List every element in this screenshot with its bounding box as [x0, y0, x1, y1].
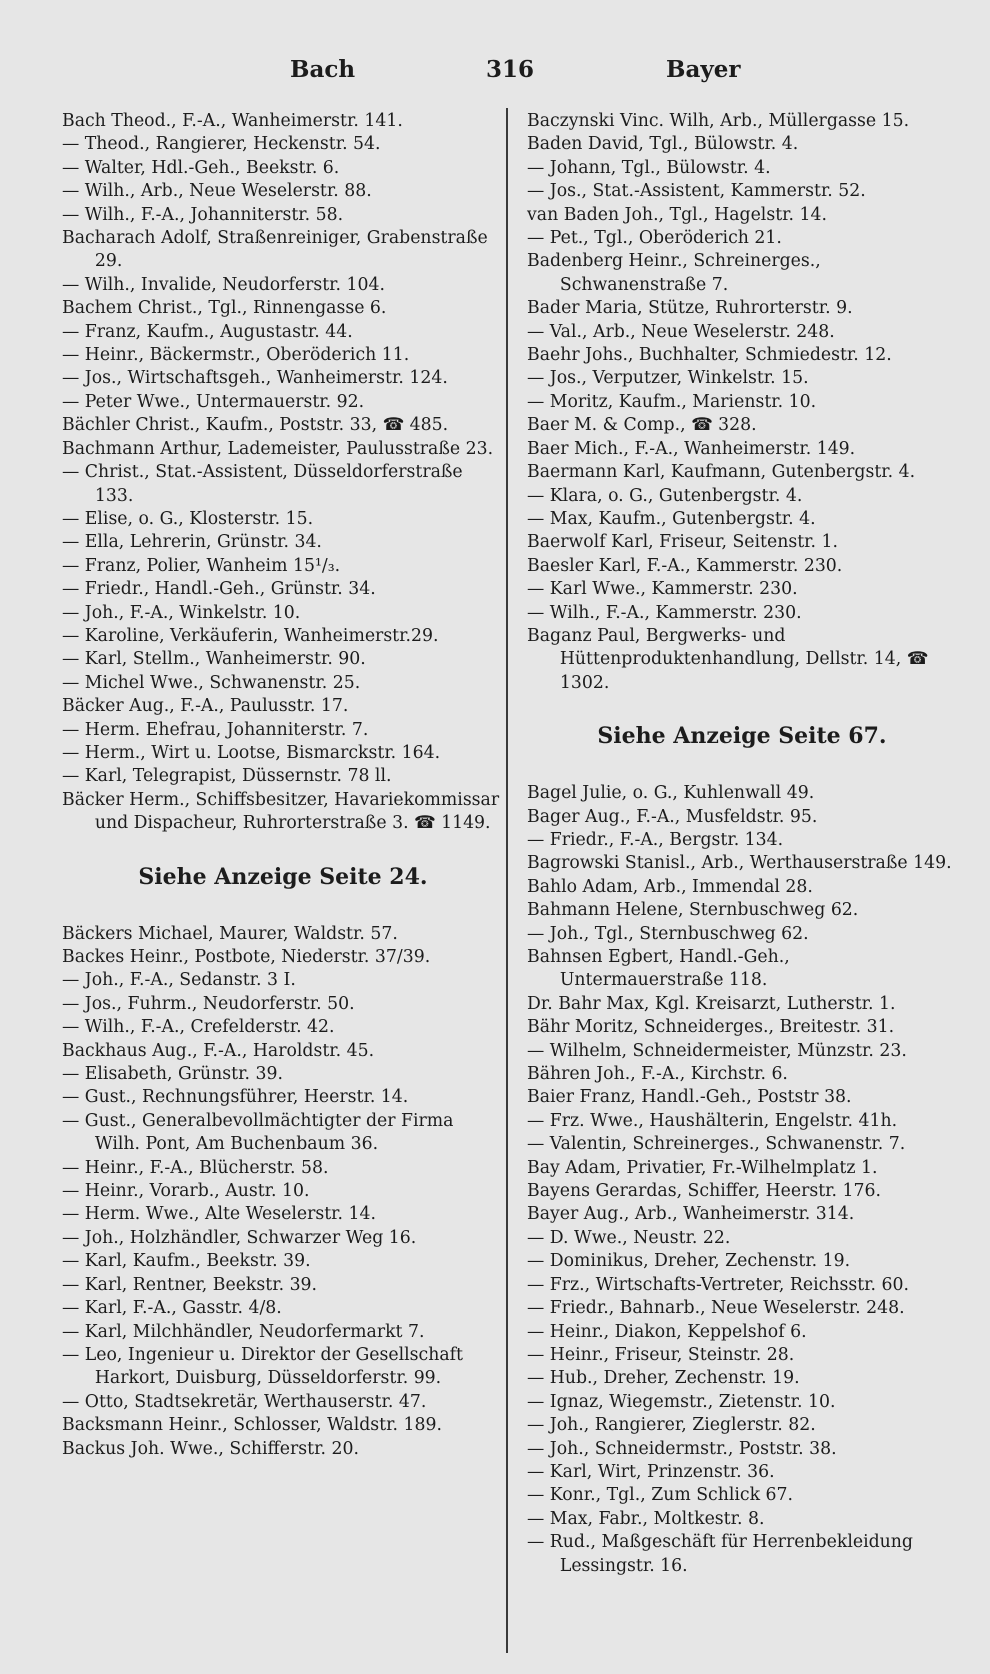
directory-entry: Backhaus Aug., F.-A., Haroldstr. 45. — [62, 1040, 375, 1061]
directory-entry: — Heinr., Diakon, Keppelshof 6. — [527, 1321, 807, 1342]
directory-entry: — Val., Arb., Neue Weselerstr. 248. — [527, 321, 835, 342]
directory-entry: — Heinr., Bäckermstr., Oberöderich 11. — [62, 345, 410, 366]
directory-entry: Bayens Gerardas, Schiffer, Heerstr. 176. — [527, 1181, 882, 1202]
directory-entry: — Walter, Hdl.-Geh., Beekstr. 6. — [62, 157, 340, 178]
header-right-keyword: Bayer — [666, 56, 741, 83]
directory-entry: — Klara, o. G., Gutenbergstr. 4. — [527, 485, 803, 506]
directory-entry: — Karl, Wirt, Prinzenstr. 36. — [527, 1461, 775, 1482]
directory-entry: — Christ., Stat.-Assistent, Düsseldorferstraße 133. — [62, 462, 463, 506]
directory-entry: — Karoline, Verkäuferin, Wanheimerstr.29. — [62, 625, 439, 646]
directory-entry: Bager Aug., F.-A., Musfeldstr. 95. — [527, 806, 818, 827]
directory-entry: — Franz, Polier, Wanheim 15¹/₃. — [62, 555, 341, 576]
directory-entry: Bacharach Adolf, Straßenreiniger, Grabenstraße 29. — [62, 228, 488, 272]
directory-entry: Bagrowski Stanisl., Arb., Werthauserstraße 149. — [527, 853, 952, 874]
right-column — [527, 110, 957, 1578]
directory-entry: Baehr Johs., Buchhalter, Schmiedestr. 12. — [527, 345, 892, 366]
directory-entry: Dr. Bahr Max, Kgl. Kreisarzt, Lutherstr. 1. — [527, 993, 896, 1014]
directory-entry: Bayer Aug., Arb., Wanheimerstr. 314. — [527, 1204, 855, 1225]
directory-entry: Bäcker Aug., F.-A., Paulusstr. 17. — [62, 696, 349, 717]
directory-entry: — Heinr., Vorarb., Austr. 10. — [62, 1181, 310, 1202]
directory-entry: Baden David, Tgl., Bülowstr. 4. — [527, 134, 799, 155]
directory-entry: — Elisabeth, Grünstr. 39. — [62, 1064, 283, 1085]
directory-entry: — Friedr., Bahnarb., Neue Weselerstr. 248. — [527, 1298, 905, 1319]
directory-entry: — Frz. Wwe., Haushälterin, Engelstr. 41h. — [527, 1110, 898, 1131]
directory-entry: — Joh., Tgl., Sternbuschweg 62. — [527, 923, 809, 944]
directory-entry: — Valentin, Schreinerges., Schwanenstr. 7. — [527, 1134, 906, 1155]
directory-entry: Bagel Julie, o. G., Kuhlenwall 49. — [527, 783, 815, 804]
directory-entry: — Jos., Wirtschaftsgeh., Wanheimerstr. 124. — [62, 368, 448, 389]
directory-entry: — Wilh., Arb., Neue Weselerstr. 88. — [62, 181, 372, 202]
page-header — [0, 56, 990, 96]
advert-reference: Siehe Anzeige Seite 24. — [138, 863, 428, 890]
directory-entry: — Joh., Rangierer, Zieglerstr. 82. — [527, 1415, 816, 1436]
directory-entry: — Jos., Verputzer, Winkelstr. 15. — [527, 368, 809, 389]
directory-entry: — Joh., Schneidermstr., Poststr. 38. — [527, 1438, 837, 1459]
directory-entry: — Hub., Dreher, Zechenstr. 19. — [527, 1368, 800, 1389]
directory-entry: — Gust., Rechnungsführer, Heerstr. 14. — [62, 1087, 409, 1108]
directory-entry: — Jos., Stat.-Assistent, Kammerstr. 52. — [527, 181, 866, 202]
directory-entry: Badenberg Heinr., Schreinerges., Schwanenstraße 7. — [527, 251, 821, 295]
directory-entry: — Wilh., F.-A., Crefelderstr. 42. — [62, 1017, 335, 1038]
directory-entry: — Moritz, Kaufm., Marienstr. 10. — [527, 391, 817, 412]
directory-entry: — Friedr., F.-A., Bergstr. 134. — [527, 829, 784, 850]
directory-entry: van Baden Joh., Tgl., Hagelstr. 14. — [527, 204, 827, 225]
directory-entry: — Herm. Wwe., Alte Weselerstr. 14. — [62, 1204, 376, 1225]
advert-reference: Siehe Anzeige Seite 67. — [597, 723, 887, 750]
directory-entry: — Heinr., Friseur, Steinstr. 28. — [527, 1344, 795, 1365]
directory-entry: — Joh., F.-A., Winkelstr. 10. — [62, 602, 301, 623]
directory-entry: Bahlo Adam, Arb., Immendal 28. — [527, 876, 813, 897]
directory-entry: — Herm., Wirt u. Lootse, Bismarckstr. 164. — [62, 742, 441, 763]
directory-entry: — Karl, Kaufm., Beekstr. 39. — [62, 1251, 311, 1272]
left-column — [62, 110, 504, 1461]
directory-entry: — Frz., Wirtschafts-Vertreter, Reichsstr. 60. — [527, 1274, 909, 1295]
directory-entry: Baer Mich., F.-A., Wanheimerstr. 149. — [527, 438, 856, 459]
directory-entry: — Johann, Tgl., Bülowstr. 4. — [527, 157, 771, 178]
directory-entry: — Wilh., F.-A., Johanniterstr. 58. — [62, 204, 344, 225]
directory-entry: — Herm. Ehefrau, Johanniterstr. 7. — [62, 719, 369, 740]
directory-entry: Bähr Moritz, Schneiderges., Breitestr. 31. — [527, 1017, 895, 1038]
page-number: 316 — [486, 56, 535, 83]
directory-entry: — Wilh., F.-A., Kammerstr. 230. — [527, 602, 802, 623]
directory-entry: — Theod., Rangierer, Heckenstr. 54. — [62, 134, 381, 155]
directory-entry: Baier Franz, Handl.-Geh., Poststr 38. — [527, 1087, 852, 1108]
directory-entry: Bahnsen Egbert, Handl.-Geh., Untermauerstraße 118. — [527, 947, 790, 991]
directory-entry: — Gust., Generalbevollmächtigter der Firma Wilh. Pont, Am Buchenbaum 36. — [62, 1110, 454, 1155]
directory-entry: Bachem Christ., Tgl., Rinnengasse 6. — [62, 298, 387, 319]
directory-entry: — Dominikus, Dreher, Zechenstr. 19. — [527, 1251, 851, 1272]
directory-entry: — Joh., Holzhändler, Schwarzer Weg 16. — [62, 1227, 417, 1248]
directory-entry: — Max, Kaufm., Gutenbergstr. 4. — [527, 508, 816, 529]
directory-entry: — Max, Fabr., Moltkestr. 8. — [527, 1508, 765, 1529]
directory-entry: — Ella, Lehrerin, Grünstr. 34. — [62, 532, 322, 553]
column-divider — [506, 108, 508, 1653]
directory-entry: — Wilh., Invalide, Neudorferstr. 104. — [62, 274, 385, 295]
directory-entry: — Pet., Tgl., Oberöderich 21. — [527, 228, 782, 249]
directory-entry: — Leo, Ingenieur u. Direktor der Gesellschaft Harkort, Duisburg, Düsseldorferstr. 99. — [62, 1344, 463, 1389]
directory-entry: — Michel Wwe., Schwanenstr. 25. — [62, 672, 361, 693]
directory-entry: — Karl, Milchhändler, Neudorfermarkt 7. — [62, 1321, 425, 1342]
directory-entry: Bader Maria, Stütze, Ruhrorterstr. 9. — [527, 298, 853, 319]
directory-entry: — Ignaz, Wiegemstr., Zietenstr. 10. — [527, 1391, 836, 1412]
directory-entry: Bach Theod., F.-A., Wanheimerstr. 141. — [62, 111, 403, 131]
directory-entry: Baer M. & Comp., ☎ 328. — [527, 415, 757, 436]
directory-entry: Bachmann Arthur, Lademeister, Paulusstraße 23. — [62, 438, 494, 459]
directory-entry: Backsmann Heinr., Schlosser, Waldstr. 189. — [62, 1415, 442, 1436]
directory-entry: Baerwolf Karl, Friseur, Seitenstr. 1. — [527, 532, 838, 553]
directory-entry: Baesler Karl, F.-A., Kammerstr. 230. — [527, 555, 843, 576]
directory-entry: Bäckers Michael, Maurer, Waldstr. 57. — [62, 923, 398, 944]
directory-entry: Bächler Christ., Kaufm., Poststr. 33, ☎ 485. — [62, 415, 449, 436]
directory-entry: — Wilhelm, Schneidermeister, Münzstr. 23. — [527, 1040, 907, 1061]
directory-entry: — Karl, Stellm., Wanheimerstr. 90. — [62, 649, 366, 670]
directory-entry: — Jos., Fuhrm., Neudorferstr. 50. — [62, 993, 355, 1014]
directory-entry: Baganz Paul, Bergwerks- und Hüttenproduktenhandlung, Dellstr. 14, ☎ 1302. — [527, 625, 929, 693]
directory-entry: Bäcker Herm., Schiffsbesitzer, Havariekommissar und Dispacheur, Ruhrorterstraße 3. ☎ 1149. — [62, 789, 500, 834]
directory-entry: — Rud., Maßgeschäft für Herrenbekleidung Lessingstr. 16. — [527, 1532, 913, 1576]
directory-entry: — Konr., Tgl., Zum Schlick 67. — [527, 1485, 794, 1506]
directory-entry: — Elise, o. G., Klosterstr. 15. — [62, 508, 314, 529]
directory-entry: — Peter Wwe., Untermauerstr. 92. — [62, 391, 365, 412]
directory-entry: — Otto, Stadtsekretär, Werthauserstr. 47. — [62, 1391, 427, 1412]
directory-entry: — Joh., F.-A., Sedanstr. 3 I. — [62, 970, 296, 991]
directory-entry: — Karl, Rentner, Beekstr. 39. — [62, 1274, 318, 1295]
directory-entry: Baermann Karl, Kaufmann, Gutenbergstr. 4. — [527, 462, 916, 483]
directory-entry: Backes Heinr., Postbote, Niederstr. 37/39. — [62, 947, 431, 967]
directory-entry: — Karl, Telegrapist, Düssernstr. 78 ll. — [62, 766, 392, 787]
directory-entry: — D. Wwe., Neustr. 22. — [527, 1227, 731, 1248]
directory-entry: — Karl, F.-A., Gasstr. 4/8. — [62, 1298, 282, 1319]
directory-entry: Bähren Joh., F.-A., Kirchstr. 6. — [527, 1064, 788, 1085]
directory-entry: — Friedr., Handl.-Geh., Grünstr. 34. — [62, 579, 376, 600]
directory-entry: Bay Adam, Privatier, Fr.-Wilhelmplatz 1. — [527, 1157, 878, 1178]
directory-entry: Bahmann Helene, Sternbuschweg 62. — [527, 900, 859, 921]
header-left-keyword: Bach — [290, 56, 356, 83]
directory-entry: — Karl Wwe., Kammerstr. 230. — [527, 579, 798, 600]
directory-entry: Baczynski Vinc. Wilh, Arb., Müllergasse 15. — [527, 111, 910, 131]
directory-entry: — Franz, Kaufm., Augustastr. 44. — [62, 321, 353, 342]
directory-entry: — Heinr., F.-A., Blücherstr. 58. — [62, 1157, 329, 1178]
directory-entry: Backus Joh. Wwe., Schifferstr. 20. — [62, 1438, 359, 1459]
